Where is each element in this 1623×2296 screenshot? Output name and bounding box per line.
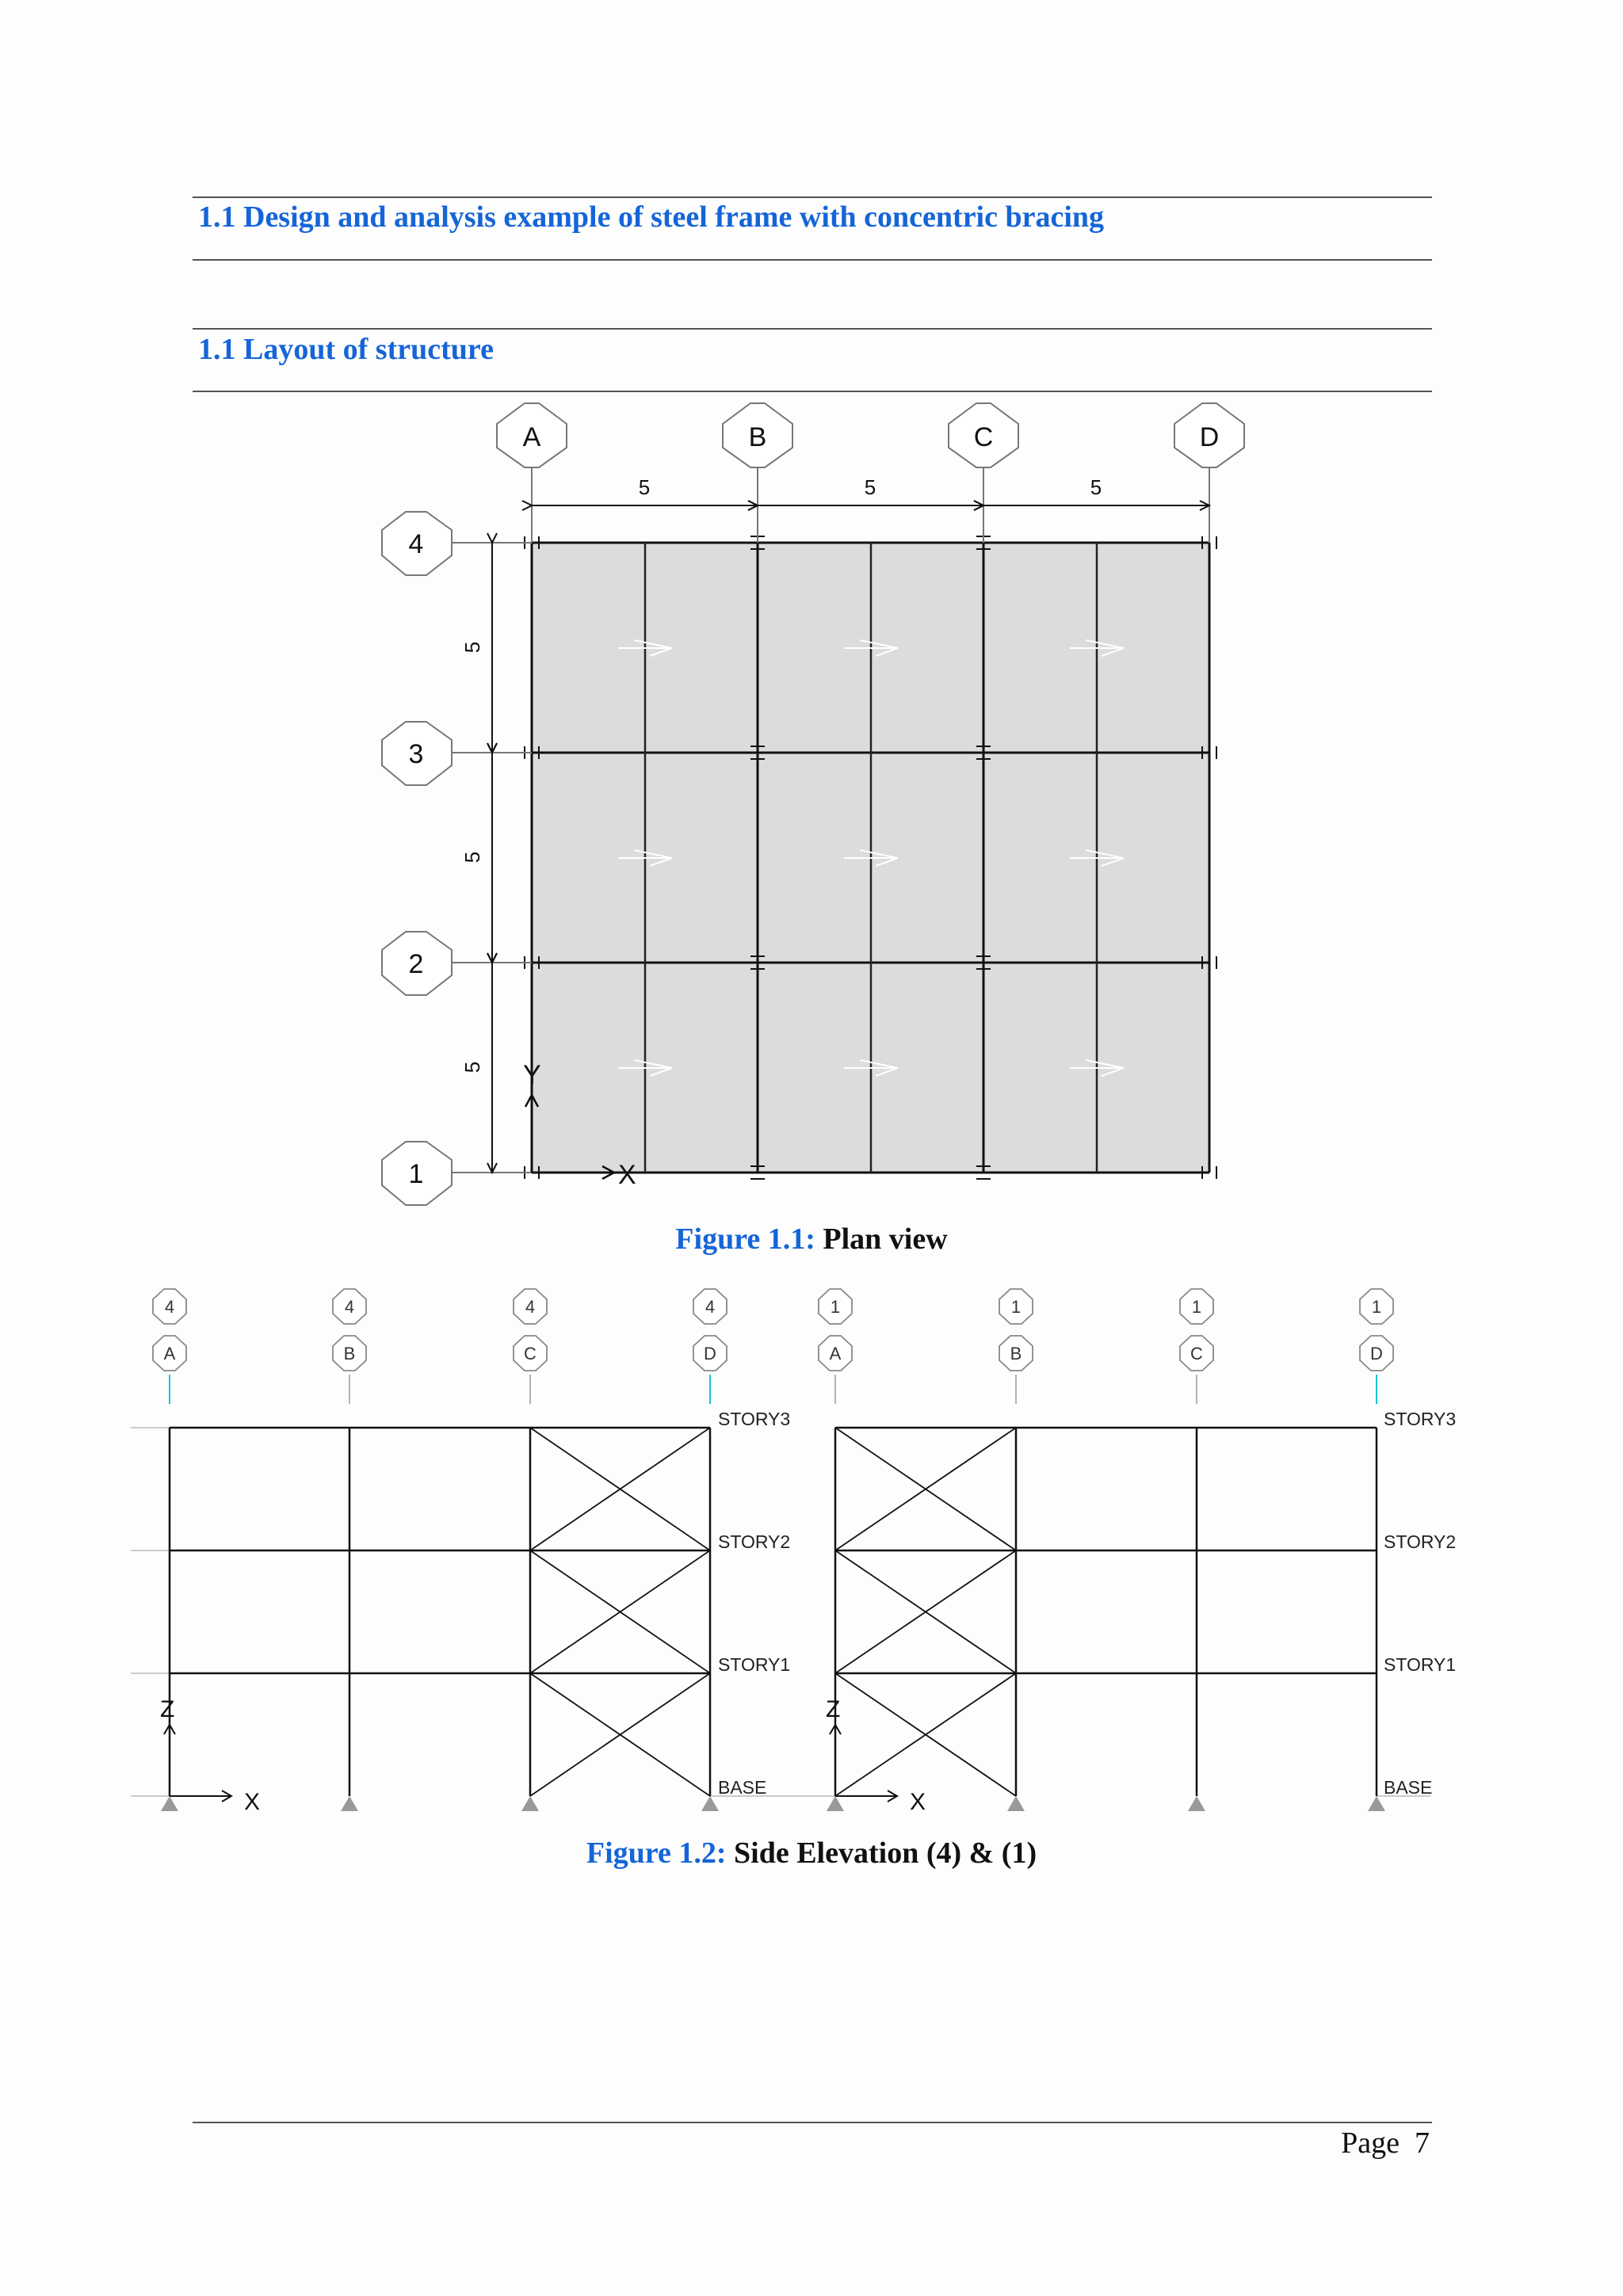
figure-2-text: Side Elevation (4) & (1)	[726, 1836, 1037, 1870]
grid-label-A: A	[522, 422, 541, 452]
elevation-left-grid-bubbles	[153, 1289, 727, 1404]
figure-2-caption	[0, 1836, 1623, 1871]
section-heading-layout: 1.1 Layout of structure	[198, 333, 494, 366]
elev-right-story2: STORY2	[1384, 1531, 1457, 1552]
elev-left-story1: STORY1	[718, 1654, 791, 1675]
elev-right-grid-B: B	[1010, 1344, 1022, 1363]
grid-label-B: B	[748, 422, 767, 452]
elev-left-story3: STORY3	[718, 1409, 791, 1429]
elev-left-line-B: 4	[344, 1297, 355, 1317]
elev-right-grid-D: D	[1370, 1344, 1383, 1363]
elev-right-line-B: 1	[1010, 1297, 1022, 1317]
dimension-y-1: 5	[460, 641, 484, 654]
section-heading-design: 1.1 Design and analysis example of steel frame with concentric bracing	[198, 200, 1105, 234]
elev-left-line-D: 4	[705, 1297, 716, 1317]
figure-1-label: Figure 1.1:	[675, 1222, 815, 1256]
elev-right-axis-z: Z	[826, 1696, 841, 1722]
elev-left-line-A: 4	[164, 1297, 175, 1317]
footer-rule	[193, 2122, 1432, 2123]
grid-label-D: D	[1199, 422, 1220, 452]
elev-right-line-A: 1	[830, 1297, 841, 1317]
figure-1-text: Plan view	[815, 1222, 948, 1256]
elev-right-grid-A: A	[829, 1344, 842, 1363]
dimension-y-2: 5	[460, 851, 484, 864]
dimension-y-3: 5	[460, 1061, 484, 1074]
elevation-level-lines	[131, 1428, 1433, 1798]
elev-right-axis-x: X	[910, 1789, 926, 1815]
elev-right-base: BASE	[1384, 1777, 1433, 1798]
elev-left-grid-C: C	[524, 1344, 537, 1363]
elev-right-story1: STORY1	[1384, 1654, 1457, 1675]
plan-axis-y-label: Y	[523, 1060, 541, 1090]
grid-label-1: 1	[408, 1159, 424, 1189]
elevation-right-bracing	[835, 1428, 1016, 1796]
plan-axis-x-label: X	[618, 1160, 636, 1190]
elevation-left-axis	[164, 1725, 231, 1802]
grid-label-4: 4	[408, 529, 424, 559]
grid-label-2: 2	[408, 949, 424, 979]
page-label: Page	[1341, 2126, 1400, 2160]
elev-left-base: BASE	[718, 1777, 767, 1798]
dimension-x-1: 5	[638, 475, 651, 499]
grid-label-C: C	[973, 422, 994, 452]
elevation-left-bracing	[530, 1428, 710, 1796]
elev-left-grid-A: A	[163, 1344, 176, 1363]
page-number: 7	[1415, 2126, 1430, 2160]
figure-2-label: Figure 1.2:	[586, 1836, 727, 1870]
elevation-right-axis	[830, 1725, 897, 1802]
elev-left-axis-z: Z	[160, 1696, 175, 1722]
elev-left-grid-B: B	[343, 1344, 356, 1363]
elev-right-line-D: 1	[1371, 1297, 1382, 1317]
elevation-right-grid-bubbles	[819, 1289, 1393, 1404]
elev-right-story3: STORY3	[1384, 1409, 1457, 1429]
page-footer	[1341, 2126, 1430, 2161]
elev-left-axis-x: X	[244, 1789, 261, 1815]
grid-label-3: 3	[408, 739, 424, 769]
elev-left-story2: STORY2	[718, 1531, 791, 1552]
elev-right-line-C: 1	[1191, 1297, 1202, 1317]
elev-right-grid-C: C	[1190, 1344, 1203, 1363]
dimension-x-2: 5	[864, 475, 876, 499]
elev-left-line-C: 4	[525, 1297, 536, 1317]
dimension-x-3: 5	[1090, 475, 1102, 499]
elev-left-grid-D: D	[704, 1344, 716, 1363]
